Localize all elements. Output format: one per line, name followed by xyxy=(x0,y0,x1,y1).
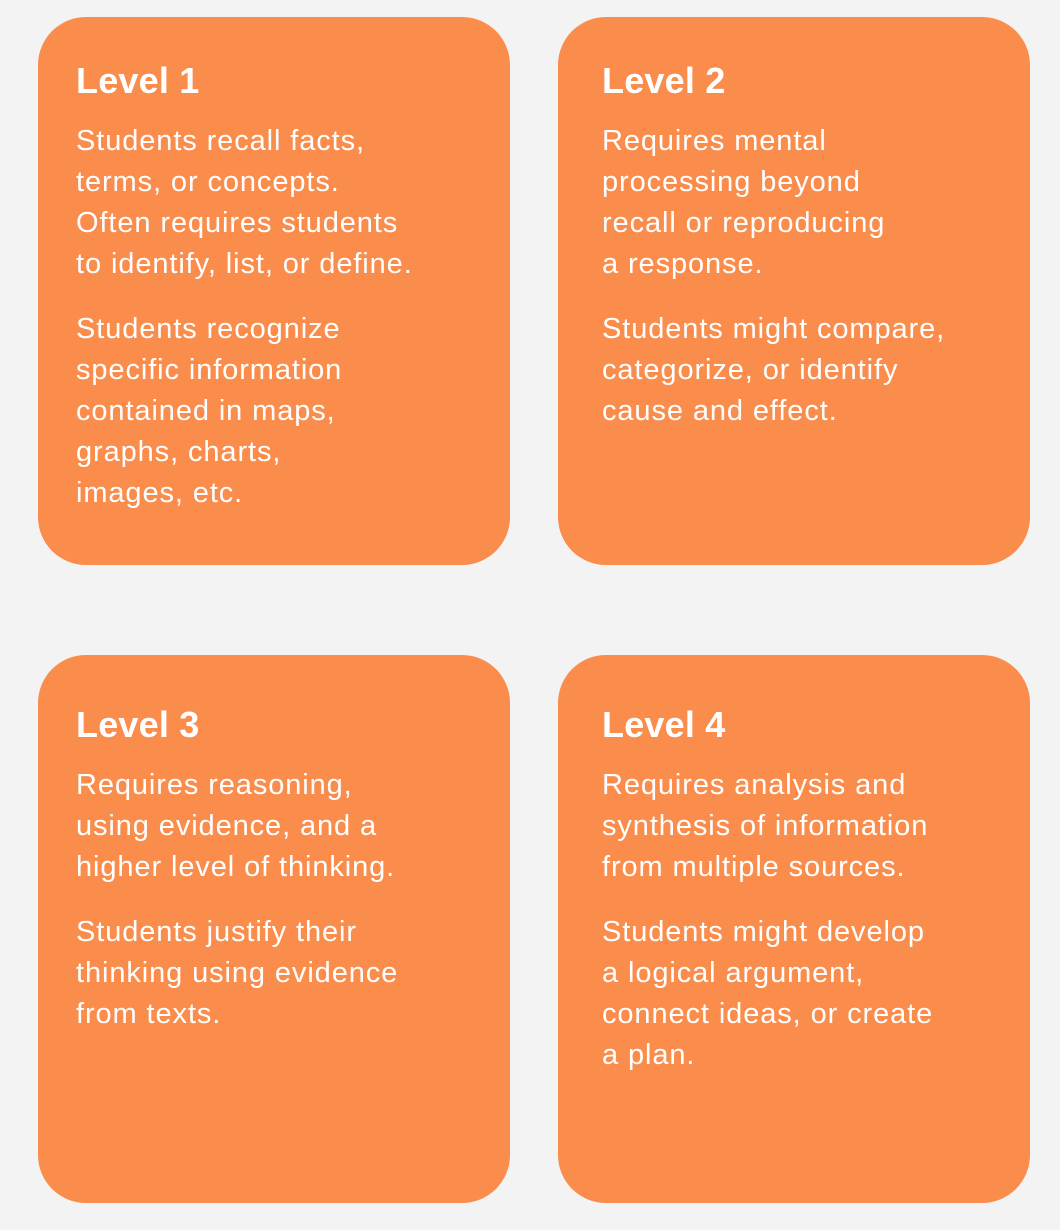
text-line: Requires mental xyxy=(602,125,827,157)
level-1-card xyxy=(38,17,510,565)
text-line: Students justify their xyxy=(76,916,357,948)
level-1-description xyxy=(76,121,480,285)
text-line: Often requires students xyxy=(76,207,399,239)
level-2-title: Level 2 xyxy=(602,60,726,101)
text-line: Requires analysis and xyxy=(602,769,907,801)
level-1-example xyxy=(76,309,480,514)
text-line: thinking using evidence xyxy=(76,957,399,989)
text-line: processing beyond xyxy=(602,166,861,198)
level-4-example xyxy=(602,912,1000,1076)
text-line: recall or reproducing xyxy=(602,207,886,239)
level-4-description xyxy=(602,765,1000,888)
text-line: Students might develop xyxy=(602,916,925,948)
text-line: higher level of thinking. xyxy=(76,851,396,883)
text-line: Students might compare, xyxy=(602,313,946,345)
text-line: cause and effect. xyxy=(602,395,838,427)
level-2-description xyxy=(602,121,1000,285)
text-line: from multiple sources. xyxy=(602,851,906,883)
level-3-description xyxy=(76,765,480,888)
level-2-card xyxy=(558,17,1030,565)
text-line: specific information xyxy=(76,354,343,386)
text-line: using evidence, and a xyxy=(76,810,378,842)
text-line: synthesis of information xyxy=(602,810,929,842)
level-4-card xyxy=(558,655,1030,1203)
level-3-card xyxy=(38,655,510,1203)
level-4-title: Level 4 xyxy=(602,704,726,745)
text-line: Students recognize xyxy=(76,313,341,345)
text-line: connect ideas, or create xyxy=(602,998,934,1030)
text-line: terms, or concepts. xyxy=(76,166,340,198)
text-line: categorize, or identify xyxy=(602,354,899,386)
text-line: from texts. xyxy=(76,998,222,1030)
text-line: Requires reasoning, xyxy=(76,769,353,801)
text-line: contained in maps, xyxy=(76,395,336,427)
level-3-example xyxy=(76,912,480,1035)
text-line: Students recall facts, xyxy=(76,125,365,157)
text-line: a response. xyxy=(602,248,764,280)
level-2-example xyxy=(602,309,1000,432)
text-line: images, etc. xyxy=(76,477,244,509)
text-line: a plan. xyxy=(602,1039,696,1071)
text-line: a logical argument, xyxy=(602,957,865,989)
level-1-title: Level 1 xyxy=(76,60,200,101)
level-3-title: Level 3 xyxy=(76,704,200,745)
text-line: graphs, charts, xyxy=(76,436,282,468)
text-line: to identify, list, or define. xyxy=(76,248,413,280)
